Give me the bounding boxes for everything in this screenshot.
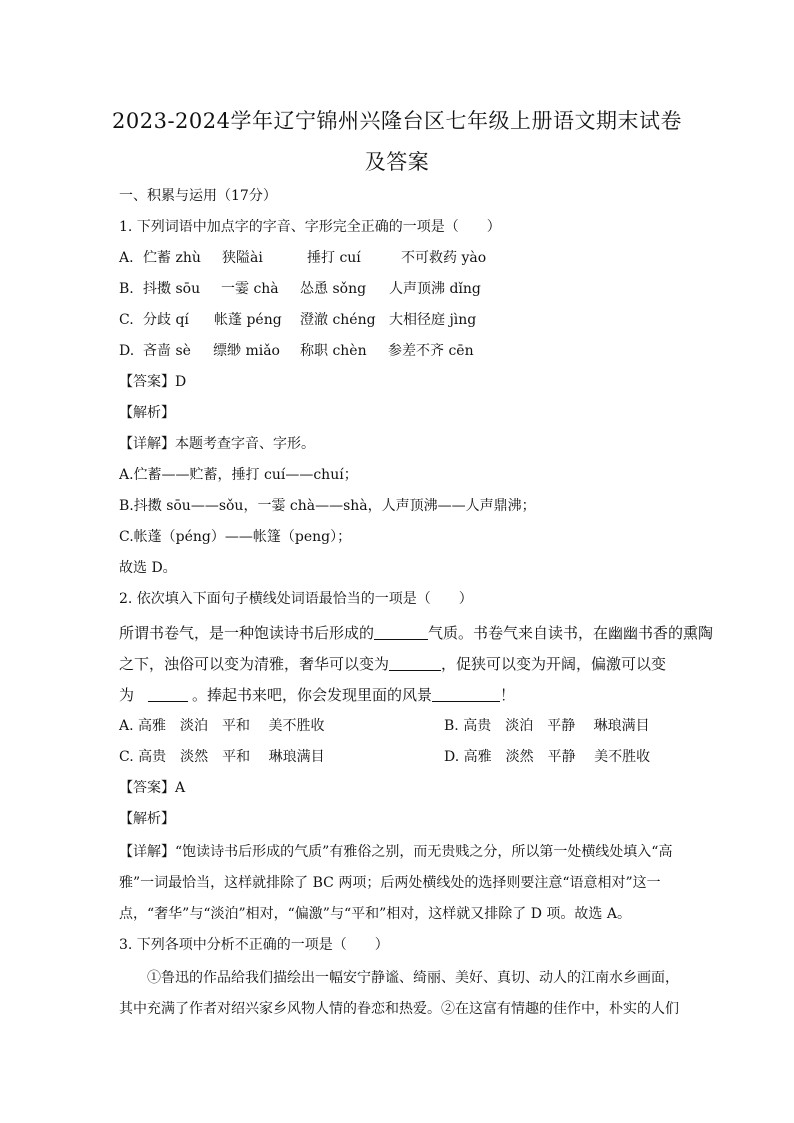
q1-option-b <box>119 279 481 299</box>
option-word: 澄澈 chéng <box>300 312 376 328</box>
passage-text: 之下，浊俗可以变为清雅，奢华可以变为 <box>119 655 390 673</box>
option-word: 人声顶沸 dǐng <box>389 281 481 297</box>
option-word: 大相径庭 jìng <box>389 312 477 328</box>
q2-option-c: C. 高贵 淡然 平和 琳琅满目 <box>119 749 325 765</box>
q2-option-d: D. 高雅 淡然 平静 美不胜收 <box>444 749 651 765</box>
option-word: 吝啬 sè <box>143 343 191 359</box>
q2-explanation-line1: 【详解】“饱读诗书后形成的气质”有雅俗之别，而无贵贱之分，所以第一处横线处填入“高 <box>119 844 673 860</box>
q2-analysis-label: 【解析】 <box>119 811 175 827</box>
option-word: 不可救药 yào <box>401 250 487 266</box>
q2-answer: 【答案】A <box>119 780 186 796</box>
q1-detail-a: A.伫蓄——贮蓄，捶打 cuí——chuí； <box>119 467 358 483</box>
fill-blank-2 <box>389 656 441 671</box>
passage-text: 。捧起书来吧，你会发现里面的风景 <box>192 686 433 704</box>
q2-passage-line1 <box>119 623 713 643</box>
fill-blank-4 <box>432 687 500 702</box>
q1-detail-b: B.抖擞 sōu——sǒu，一霎 chà——shà，人声顶沸——人声鼎沸； <box>119 498 536 514</box>
option-word: 怂恿 sǒng <box>300 281 367 297</box>
q1-option-c <box>119 310 476 330</box>
q2-passage-line3 <box>119 685 515 705</box>
option-letter: D. <box>119 343 135 359</box>
q2-explanation-line2: 雅”一词最恰当，这样就排除了 BC 两项；后两处横线处的选择则要注意“语意相对”这一 <box>119 875 661 891</box>
option-word: 帐蓬 péng <box>214 312 282 328</box>
option-word: 参差不齐 cēn <box>388 343 474 359</box>
fill-blank-3 <box>148 687 188 702</box>
q1-detail-c: C.帐蓬（péng）——帐篷（peng）； <box>119 529 352 545</box>
q1-answer: 【答案】D <box>119 374 187 390</box>
q1-analysis-label: 【解析】 <box>119 405 175 421</box>
option-word: 抖擞 sōu <box>143 281 201 297</box>
section-heading: 一、积累与运用（17分） <box>119 188 277 204</box>
option-letter: A. <box>119 250 134 266</box>
q1-stem: 1. 下列词语中加点字的字音、字形完全正确的一项是（ ） <box>119 219 501 235</box>
passage-text: 为 <box>119 686 135 704</box>
option-letter: B. <box>119 281 134 297</box>
q1-option-a <box>119 248 486 268</box>
passage-text: ，促狭可以变为开阔，偏激可以变 <box>441 655 667 673</box>
doc-title-line2: 及答案 <box>364 150 430 174</box>
q3-passage-line1: ①鲁迅的作品给我们描绘出一幅安宁静谧、绮丽、美好、真切、动人的江南水乡画面， <box>119 970 679 986</box>
q1-conclusion: 故选 D。 <box>119 560 177 576</box>
q2-explanation-line3: 点，“奢华”与“淡泊”相对，“偏激”与“平和”相对，这样就又排除了 D 项。故选 A。 <box>119 906 631 922</box>
option-word: 伫蓄 zhù <box>143 250 201 266</box>
q2-option-b: B. 高贵 淡泊 平静 琳琅满目 <box>444 718 650 734</box>
q3-stem: 3. 下列各项中分析不正确的一项是（ ） <box>119 937 389 953</box>
option-word: 分歧 qí <box>143 312 189 328</box>
option-word: 缥缈 miǎo <box>213 343 280 359</box>
option-word: 称职 chèn <box>300 343 367 359</box>
passage-text: 所谓书卷气，是一种饱读诗书后形成的 <box>119 624 375 642</box>
q1-option-d <box>119 341 474 361</box>
option-letter: C. <box>119 312 134 328</box>
doc-title-line1: 2023-2024学年辽宁锦州兴隆台区七年级上册语文期末试卷 <box>112 109 682 133</box>
q1-detail: 【详解】本题考查字音、字形。 <box>119 436 315 452</box>
fill-blank-1 <box>374 625 428 640</box>
option-word: 一霎 chà <box>221 281 279 297</box>
q3-passage-line2: 其中充满了作者对绍兴家乡风物人情的眷恋和热爱。②在这富有情趣的佳作中，朴实的人们 <box>119 1001 679 1017</box>
passage-text: ！ <box>500 686 516 704</box>
q2-passage-line2 <box>119 654 666 674</box>
passage-text: 气质。书卷气来自读书，在幽幽书香的熏陶 <box>428 624 714 642</box>
q2-option-a: A. 高雅 淡泊 平和 美不胜收 <box>119 718 325 734</box>
option-word: 捶打 cuí <box>307 250 361 266</box>
option-word: 狭隘ài <box>222 250 263 266</box>
q2-stem: 2. 依次填入下面句子横线处词语最恰当的一项是（ ） <box>119 591 473 607</box>
